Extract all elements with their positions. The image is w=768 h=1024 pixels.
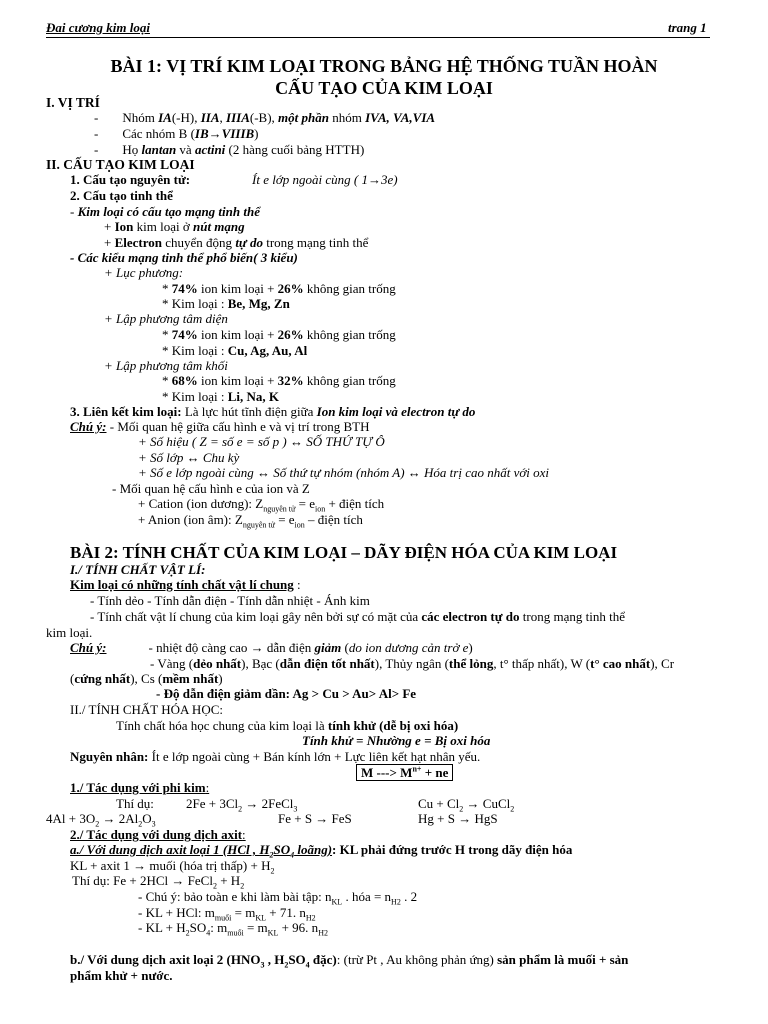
luc-phuong-name: + Lục phương:: [104, 265, 184, 280]
text: nút mạng: [192, 219, 245, 234]
text: H2: [318, 928, 328, 938]
example-label: Thí dụ:: [116, 796, 154, 811]
hoa-hoc-general: [116, 718, 458, 733]
vat-li-cause: [90, 609, 625, 624]
bai2-title: BÀI 2: TÍNH CHẤT CỦA KIM LOẠI – DÃY ĐIỆN HÓA CỦA KIM LOẠI: [70, 543, 618, 562]
text: - KL + HCl: m: [138, 905, 215, 920]
text: 2: [284, 960, 289, 970]
text: 2Fe + 3Cl: [186, 796, 239, 811]
text: IA: [158, 110, 172, 125]
reaction-fe-cl: [186, 796, 298, 814]
header-right: trang 1: [668, 20, 707, 35]
text: 1./ Tác dụng với phi kim: [70, 780, 206, 795]
text: 68%: [171, 373, 198, 388]
tam-khoi-metals: [162, 389, 279, 404]
oxidation-box: [356, 764, 453, 781]
chu-y-relation-line: [70, 419, 370, 434]
vitri-line-3: [94, 142, 364, 157]
text: + điện tích: [325, 496, 385, 511]
text: :: [293, 577, 301, 592]
text: IIA: [200, 110, 220, 125]
text: IB→VIIIB: [194, 126, 255, 141]
text: (-B),: [249, 110, 279, 125]
dash: -: [70, 204, 78, 219]
text: Thí dụ: Fe + 2HCl → FeCl: [72, 873, 213, 888]
axit-loai-2-line: [70, 952, 629, 970]
text: 3: [151, 819, 156, 829]
text: M ---> M: [361, 765, 413, 780]
tam-khoi-name: + Lập phương tâm khối: [104, 358, 228, 373]
text: (2 hàng cuối bảng HTTH): [225, 142, 365, 157]
nguyentu-value: Ít e lớp ngoài cùng ( 1→3e): [252, 172, 398, 187]
axit-loai-2-line2: phẩm khử + nước.: [70, 968, 173, 983]
text: Electron: [114, 235, 163, 250]
note-bao-toan-e: [138, 889, 418, 907]
text: Ion: [114, 219, 134, 234]
text: lantan: [141, 142, 177, 157]
text: Kim loại có cấu tạo mạng tinh thể: [77, 204, 260, 219]
text: ion: [314, 504, 326, 514]
note-h2so4-mass: [138, 920, 328, 938]
dash: -: [94, 126, 99, 141]
text: ion kim loại +: [197, 281, 278, 296]
vat-li-heading: I./ TÍNH CHẤT VẬT LÍ:: [70, 562, 206, 577]
text: 2: [240, 881, 245, 891]
text: ,: [219, 110, 227, 125]
text: , t° thấp nhất), W (: [493, 656, 591, 671]
text: → 2Al: [99, 811, 139, 826]
tam-khoi-percent: [162, 373, 396, 388]
vat-li-list: - Tính dẻo - Tính dẫn điện - Tính dẫn nhiệt - Ánh kim: [90, 593, 370, 608]
nguyentu-label: 1. Cấu tạo nguyên tử:: [70, 172, 191, 187]
text: - Tính chất vật lí chung của kim loại gây nên bởi sự có mặt của: [90, 609, 422, 624]
text: (: [70, 671, 75, 686]
text: Kim loại có những tính chất vật lí chung: [70, 577, 294, 592]
luc-phuong-percent: [162, 281, 396, 296]
reaction-hg-s: Hg + S → HgS: [418, 811, 498, 826]
text: Họ: [122, 142, 142, 157]
text: + Anion (ion âm): Z: [138, 512, 243, 527]
text: nguyên tử: [263, 504, 296, 514]
text: tính khử: [327, 718, 376, 733]
cation-line: [138, 496, 385, 514]
text: cứng nhất: [74, 671, 131, 686]
text: - Chú ý: bảo toàn e khi làm bài tập: n: [138, 889, 332, 904]
text: ), Thủy ngân (: [374, 656, 449, 671]
text: Chú ý:: [70, 419, 107, 434]
text: trong mạng tinh thể: [262, 235, 369, 250]
text: đặc): [309, 952, 337, 967]
text: 26%: [277, 327, 304, 342]
text: 2: [510, 804, 515, 814]
text: muối: [214, 913, 232, 923]
text: b./ Với dung dịch axit loại 2 (HNO: [70, 952, 261, 967]
text: Cu, Ag, Au, Al: [227, 343, 308, 358]
text: IVA, VA,VIA: [365, 110, 436, 125]
text: 2: [238, 804, 243, 814]
text: SO: [273, 842, 291, 857]
dash: -: [94, 142, 99, 157]
tam-dien-percent: [162, 327, 396, 342]
ion-line: [104, 219, 245, 234]
text: chuyển động: [162, 235, 236, 250]
vat-li-cause-line2: kim loại.: [46, 625, 93, 640]
text: O: [142, 811, 152, 826]
text: không gian trống: [303, 327, 396, 342]
lien-ket-line: [70, 404, 475, 419]
text: ), Bạc (: [241, 656, 280, 671]
mang-tinh-the-line: [70, 204, 260, 219]
nguyen-nhan-line: [70, 749, 480, 764]
section-vitri-heading: I. VỊ TRÍ: [46, 95, 100, 110]
text: Nhóm: [122, 110, 159, 125]
text: → 2FeCl: [242, 796, 294, 811]
text: - Vàng (: [150, 656, 194, 671]
phi-kim-heading: [70, 780, 209, 795]
tinhthe-label: 2. Cấu tạo tinh thể: [70, 188, 173, 203]
text: 4: [290, 850, 295, 860]
text: + H: [216, 873, 241, 888]
text: :: [242, 827, 246, 842]
axit-loai-1-line: [70, 842, 573, 860]
text: 26%: [277, 281, 304, 296]
text: ): [254, 126, 259, 141]
text: Nguyên nhân:: [70, 749, 149, 764]
text: . 2: [400, 889, 418, 904]
axit-loai-1-example: [72, 873, 245, 891]
text: Cu + Cl: [418, 796, 460, 811]
text: SO: [189, 920, 207, 935]
text: dẻo nhất: [193, 656, 242, 671]
reaction-fe-s: Fe + S → FeS: [278, 811, 352, 826]
text: - nhiệt độ càng cao → dẫn điện: [148, 640, 315, 655]
text: do ion dương cản trở e: [348, 640, 469, 655]
text: (dễ bị oxi hóa): [375, 718, 459, 733]
text: IIIA: [226, 110, 250, 125]
text: Be, Mg, Zn: [227, 296, 290, 311]
text: - Mối quan hệ giữa cấu hình e và vị trí trong BTH: [106, 419, 370, 434]
text: Li, Na, K: [227, 389, 280, 404]
text: các electron tự do: [421, 609, 520, 624]
text: + 71. n: [265, 905, 306, 920]
text: * Kim loại :: [162, 296, 228, 311]
text: ion kim loại +: [197, 373, 278, 388]
text: một phần: [278, 110, 329, 125]
dan-dien-order: - Độ dẫn điện giảm dần: Ag > Cu > Au> Al> Fe: [156, 686, 417, 701]
text: Là lực hút tĩnh điện giữa: [181, 404, 317, 419]
text: Ion kim loại và electron tự do: [316, 404, 476, 419]
text: 2: [185, 928, 190, 938]
text: , H: [264, 952, 285, 967]
text: sản phẩm là muối + sản: [497, 952, 629, 967]
section-cautao-heading: II. CẤU TẠO KIM LOẠI: [46, 157, 195, 172]
kieu-mang-line: - Các kiểu mạng tinh thể phổ biến( 3 kiểu): [70, 250, 298, 265]
text: * Kim loại :: [162, 343, 228, 358]
text: KL: [267, 928, 279, 938]
text: tự do: [235, 235, 263, 250]
text: Tính chất hóa học chung của kim loại là: [116, 718, 328, 733]
text: ): [218, 671, 223, 686]
text: + 96. n: [278, 920, 319, 935]
text: kim loại ở: [133, 219, 193, 234]
tam-dien-name: + Lập phương tâm diện: [104, 311, 228, 326]
text: (: [341, 640, 349, 655]
text: Chú ý:: [70, 640, 107, 655]
text: và: [176, 142, 195, 157]
note-hcl-mass: [138, 905, 316, 923]
text: * Kim loại :: [162, 389, 228, 404]
text: + ne: [421, 765, 449, 780]
text: 2: [138, 819, 143, 829]
dash: -: [94, 110, 99, 125]
text: 2: [95, 819, 100, 829]
text: 3: [293, 804, 298, 814]
text: dẫn điện tốt nhất: [279, 656, 375, 671]
chu-y-nhiet-do: [70, 640, 473, 655]
text: Ít e lớp ngoài cùng + Bán kính lớn + Lực liên kết hạt nhân yếu.: [148, 749, 481, 764]
text: 4: [305, 960, 310, 970]
relation-1: + Số hiệu ( Z = số e = số p ) ↔ SỐ THỨ TỰ Ô: [138, 434, 385, 449]
ion-relation-line: - Mối quan hệ cấu hình e của ion và Z: [112, 481, 310, 496]
text: 3. Liên kết kim loại:: [70, 404, 182, 419]
text: không gian trống: [303, 281, 396, 296]
text: a./ Với dung dịch axit loại 1 (HCl , H: [70, 842, 270, 857]
text: 3: [260, 960, 265, 970]
text: mềm nhất: [162, 671, 219, 686]
text: (-H),: [171, 110, 201, 125]
vitri-line-1: [94, 110, 435, 125]
text: n+: [412, 764, 422, 774]
text: 2: [212, 881, 217, 891]
text: 2: [269, 850, 274, 860]
text: 2: [459, 804, 464, 814]
text: thể lỏng: [448, 656, 494, 671]
text: ion: [294, 520, 305, 530]
header-divider: [46, 37, 710, 38]
text: H2: [305, 913, 316, 923]
text: ), Cr: [650, 656, 675, 671]
text: *: [162, 281, 172, 296]
text: :: [205, 780, 210, 795]
text: 2./ Tác dụng với dung dịch axit: [70, 827, 243, 842]
axit-loai-1-rule: [70, 858, 275, 876]
text: 32%: [277, 373, 304, 388]
bai1-title-line2: CẤU TẠO CỦA KIM LOẠI: [275, 78, 493, 98]
text: +: [104, 235, 115, 250]
text: : m: [210, 920, 228, 935]
text: +: [104, 219, 115, 234]
hoa-hoc-heading: II./ TÍNH CHẤT HÓA HỌC:: [70, 702, 223, 717]
text: *: [162, 327, 172, 342]
text: KL: [255, 913, 266, 923]
text: 2: [270, 866, 275, 876]
electron-line: [104, 235, 368, 250]
text: . hóa = n: [342, 889, 392, 904]
text: KL + axit 1 → muối (hóa trị thấp) + H: [70, 858, 271, 873]
text: nguyên tử: [242, 520, 275, 530]
vitri-line-2: [94, 126, 259, 141]
text: = e: [274, 512, 295, 527]
text: không gian trống: [303, 373, 396, 388]
text: 4Al + 3O: [46, 811, 96, 826]
text: - KL + H: [138, 920, 186, 935]
text: ), Cs (: [130, 671, 163, 686]
tinh-khu-equation: Tính khử = Nhường e = Bị oxi hóa: [302, 733, 491, 748]
text: – điện tích: [304, 512, 363, 527]
tam-dien-metals: [162, 343, 307, 358]
text: actini: [194, 142, 226, 157]
axit-heading: [70, 827, 246, 842]
text: t° cao nhất: [590, 656, 651, 671]
text: 4: [206, 928, 211, 938]
vat-li-sub: [70, 577, 301, 592]
reaction-cu-cl: [418, 796, 515, 814]
reaction-al-o: [46, 811, 156, 829]
text: 74%: [171, 281, 198, 296]
relation-2: + Số lớp ↔ Chu kỳ: [138, 450, 240, 465]
text: = e: [295, 496, 315, 511]
text: : KL phải đứng trước H trong dãy điện hóa: [332, 842, 573, 857]
relation-3: + Số e lớp ngoài cùng ↔ Số thứ tự nhóm (nhóm A) ↔ Hóa trị cao nhất với oxi: [138, 465, 550, 480]
text: 74%: [171, 327, 198, 342]
extremes-line-2: [70, 671, 223, 686]
text: giảm: [314, 640, 342, 655]
text: SO: [288, 952, 306, 967]
text: trong mạng tinh thể: [519, 609, 625, 624]
extremes-line: [150, 656, 674, 671]
text: H2: [391, 897, 401, 907]
anion-line: [138, 512, 363, 530]
text: KL: [331, 897, 343, 907]
text: ): [468, 640, 473, 655]
text: = m: [243, 920, 268, 935]
text: nhóm: [328, 110, 366, 125]
text: Các nhóm B (: [122, 126, 195, 141]
text: muối: [227, 928, 244, 938]
text: *: [162, 373, 172, 388]
text: → CuCl: [463, 796, 511, 811]
text: loãng): [294, 842, 333, 857]
bai1-title-line1: BÀI 1: VỊ TRÍ KIM LOẠI TRONG BẢNG HỆ THỐNG TUẦN HOÀN: [110, 56, 658, 76]
text: : (trừ Pt , Au không phản ứng): [336, 952, 498, 967]
text: + Cation (ion dương): Z: [138, 496, 264, 511]
text: ion kim loại +: [197, 327, 278, 342]
luc-phuong-metals: [162, 296, 290, 311]
header-left: Đai cương kim loại: [46, 20, 150, 35]
text: = m: [231, 905, 256, 920]
